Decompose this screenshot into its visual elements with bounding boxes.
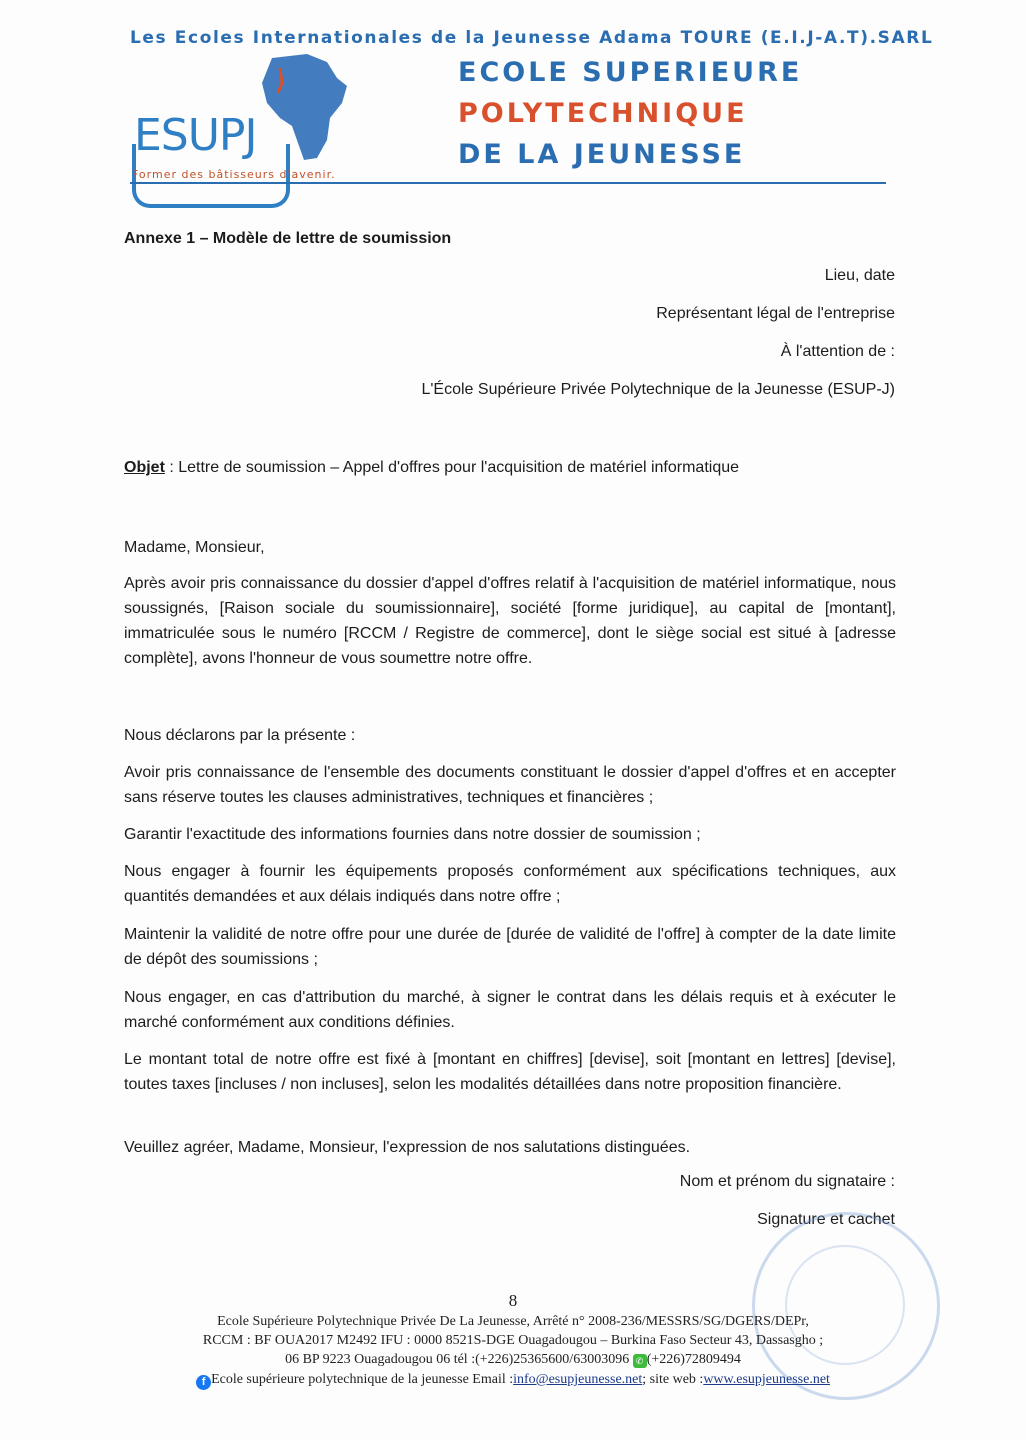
group-name: Les Ecoles Internationales de la Jeunesse Adama TOURE (E.I.J-A.T).SARL <box>130 28 934 48</box>
salutation: Madame, Monsieur, <box>124 539 265 556</box>
recipient: L'École Supérieure Privée Polytechnique de la Jeunesse (ESUP-J) <box>421 381 895 398</box>
object-text: : Lettre de soumission – Appel d'offres pour l'acquisition de matériel informatique <box>164 459 740 476</box>
footer-line2: RCCM : BF OUA2017 M2492 IFU : 0000 8521S-DGE Ouagadougou – Burkina Faso Secteur 43, Dassasgho ; <box>202 1333 824 1348</box>
object-line <box>124 459 739 477</box>
place-date: Lieu, date <box>824 267 895 284</box>
declaration-intro: Nous déclarons par la présente : <box>124 727 356 744</box>
school-title-line3: DE LA JEUNESSE <box>458 139 746 170</box>
declaration-item: Garantir l'exactitude des informations fournies dans notre dossier de soumission ; <box>124 826 701 843</box>
footer-fb-text: Ecole supérieure polytechnique de la jeunesse Email : <box>211 1372 514 1387</box>
declaration-item: Le montant total de notre offre est fixé à [montant en chiffres] [devise], soit [montant en lettres] [devise], toutes taxes [incluses / non incluses], selon les modalités détaillées dans notre proposition financière. <box>124 1051 896 1093</box>
footer-line3 <box>0 1352 1026 1368</box>
footer-line4 <box>0 1372 1026 1390</box>
whatsapp-icon: ✆ <box>633 1354 647 1368</box>
page-number: 8 <box>508 1291 518 1310</box>
signatory-label: Nom et prénom du signataire : <box>679 1173 895 1190</box>
closing: Veuillez agréer, Madame, Monsieur, l'expression de nos salutations distinguées. <box>124 1139 691 1156</box>
intro-paragraph: Après avoir pris connaissance du dossier d'appel d'offres relatif à l'acquisition de matériel informatique, nous soussignés, [Raison sociale du soumissionnaire], société [forme juridique], au capital de [montant], immatriculée sous le numéro [RCCM / Registre de commerce], dont le siège social est situé à [adresse complète], avons l'honneur de vous soumettre notre offre. <box>124 575 896 667</box>
email-link[interactable]: info@esupjeunesse.net <box>513 1372 643 1387</box>
footer-phone: 06 BP 9223 Ouagadougou 06 tél :(+226)25365600/63003096 <box>285 1352 633 1367</box>
facebook-icon: f <box>196 1375 211 1390</box>
header-divider <box>130 182 886 184</box>
sender: Représentant légal de l'entreprise <box>656 305 895 322</box>
declaration-item: Maintenir la validité de notre offre pour une durée de [durée de validité de l'offre] à compter de la date limite de dépôt des soumissions ; <box>124 926 896 968</box>
declaration-item: Nous engager, en cas d'attribution du marché, à signer le contrat dans les délais requis et à exécuter le marché conformément aux conditions définies. <box>124 989 896 1031</box>
object-label: Objet <box>124 459 165 476</box>
attention: À l'attention de : <box>780 343 895 360</box>
school-title-line2: POLYTECHNIQUE <box>458 98 748 129</box>
footer-line1: Ecole Supérieure Polytechnique Privée De La Jeunesse, Arrêté n° 2008-236/MESSRS/SG/DGERS/DEPr, <box>217 1314 809 1329</box>
esupj-logo <box>132 48 362 183</box>
footer-web-label: ; site web : <box>642 1372 704 1387</box>
school-title-line1: ECOLE SUPERIEURE <box>458 57 803 88</box>
slogan: Former des bâtisseurs d'avenir. <box>132 168 336 181</box>
footer-whatsapp: (+226)72809494 <box>646 1352 741 1367</box>
signature-label: Signature et cachet <box>757 1211 895 1228</box>
website-link[interactable]: www.esupjeunesse.net <box>703 1372 830 1387</box>
declaration-item: Avoir pris connaissance de l'ensemble des documents constituant le dossier d'appel d'offres et en accepter sans réserve toutes les clauses administratives, techniques et financières ; <box>124 764 896 806</box>
logo-text: ESUPJ <box>134 110 257 161</box>
declaration-item: Nous engager à fournir les équipements proposés conformément aux spécifications techniques, aux quantités demandées et aux délais indiqués dans notre offre ; <box>124 863 896 905</box>
annex-title: Annexe 1 – Modèle de lettre de soumission <box>124 230 452 247</box>
